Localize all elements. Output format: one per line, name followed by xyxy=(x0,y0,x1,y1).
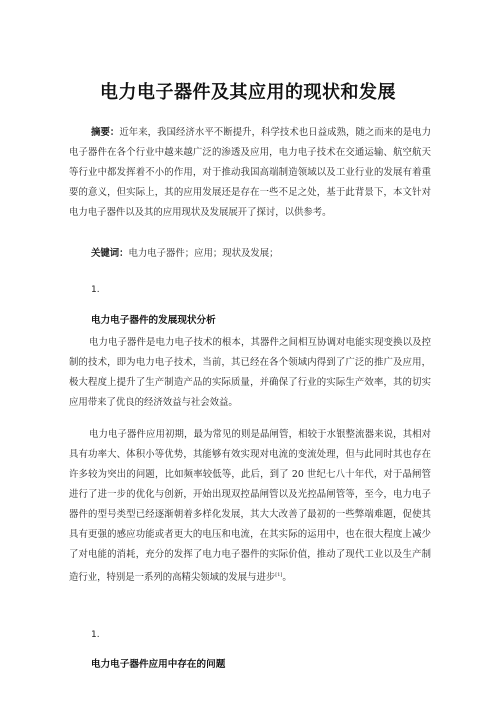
abstract-paragraph xyxy=(69,123,431,223)
citation-ref[interactable]: [1] xyxy=(275,572,283,578)
keywords-text: 电力电子器件；应用；现状及发展； xyxy=(128,248,279,259)
paragraph-2-text: 电力电子器件应用初期，最为常见的则是晶闸管，相较于水银整流器来说，其相对具有功率大、体积小等优势，其能够有效实现对电流的变流处理，但与此同时其也存在许多较为突出的问题，比如频率较低等，此后，到了 20 世纪七八十年代，对于晶闸管进行了进一步的优化与创新，开始出现双控晶闸管以及光控晶闸管等，至今，电力电子器件的型号类型已经逐渐朝着多样化发展，其大大改善了最初的一些弊端难题，促使其具有更强的感应功能或者更大的电压和电流，在其实际的运用中，也在很大程度上减少了对电能的消耗，充分的发挥了电力电子器件的实际价值，推动了现代工业以及生产制造行业，特别是一系列的高精尖领域的发展与进步 xyxy=(69,429,431,583)
document-title: 电力电子器件及其应用的现状和发展 xyxy=(100,82,396,103)
section-1-number: 1. xyxy=(91,285,100,295)
keywords-label: 关键词： xyxy=(91,248,129,259)
paragraph-2-end: 。 xyxy=(282,572,292,583)
abstract-text: 近年来，我国经济水平不断提升，科学技术也日益成熟，随之而来的是电力电子器件在各个行业中越来越广泛的渗透及应用，电力电子技术在交通运输、航空航天等行业中都发挥着不小的作用，对于推动我国高端制造领域以及工业行业的发展有着重要的意义，但实际上，其的应用发展还是存在一些不足之处，基于此背景下，本文针对电力电子器件以及其的应用现状及发展展开了探讨，以供参考。 xyxy=(69,127,431,218)
keywords-line xyxy=(91,245,279,259)
section-2-heading: 电力电子器件应用中存在的问题 xyxy=(91,659,226,670)
section-1-paragraph-1: 电力电子器件是电力电子技术的根本，其器件之间相互协调对电能实现变换以及控制的技术，即为电力电子技术，当前，其已经在各个领域内得到了广泛的推广及应用，极大程度上提升了生产制造产品的实际质量，并确保了行业的实际生产效率，其的切实应用带来了优良的经济效益与社会效益。 xyxy=(69,337,431,408)
section-1-heading: 电力电子器件的发展现状分析 xyxy=(91,315,216,326)
section-2-number: 1. xyxy=(91,630,100,640)
section-1-paragraph-2 xyxy=(69,425,431,588)
abstract-label: 摘要： xyxy=(91,127,120,138)
